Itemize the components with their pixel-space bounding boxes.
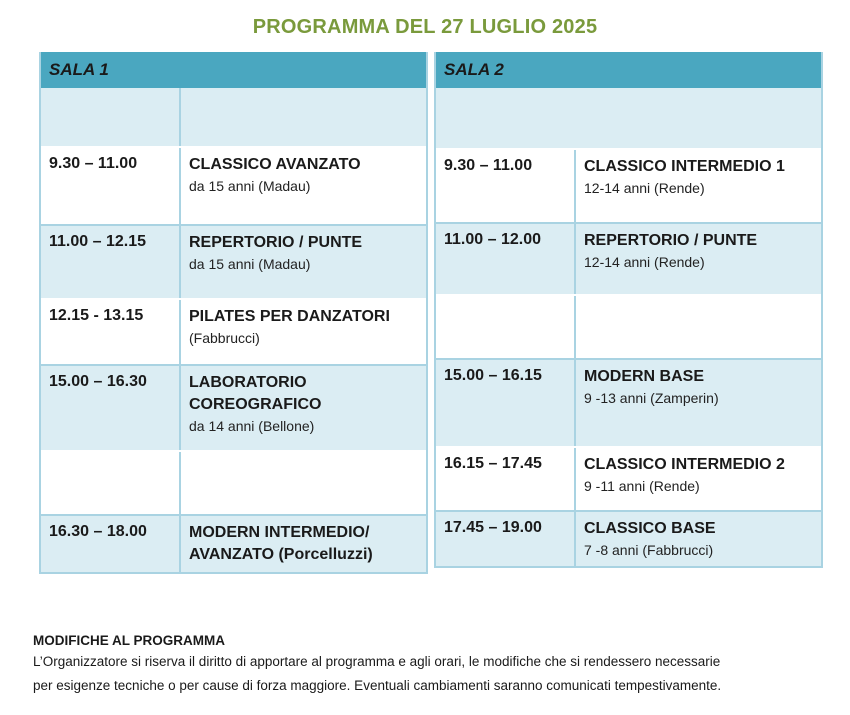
table-row — [436, 88, 821, 150]
activity-title: MODERN INTERMEDIO/ AVANZATO (Porcelluzzi) — [189, 524, 373, 563]
activity-cell — [181, 226, 426, 298]
table-row — [41, 516, 426, 572]
table-row — [436, 224, 821, 296]
time-cell: 11.00 – 12.15 — [41, 226, 181, 298]
table-row — [436, 360, 821, 448]
activity-title: CLASSICO INTERMEDIO 2 — [584, 456, 785, 473]
activity-subtitle: 12-14 anni (Rende) — [584, 180, 705, 196]
page-title: PROGRAMMA DEL 27 LUGLIO 2025 — [252, 16, 598, 38]
activity-cell — [181, 452, 426, 514]
time-cell — [41, 452, 181, 514]
activity-subtitle: da 15 anni (Madau) — [189, 256, 311, 272]
table-row — [436, 512, 821, 566]
time-cell: 11.00 – 12.00 — [436, 224, 576, 294]
activity-cell — [576, 296, 821, 358]
activity-title: CLASSICO AVANZATO — [189, 156, 361, 173]
activity-title: CLASSICO INTERMEDIO 1 — [584, 158, 785, 175]
activity-title: MODERN BASE — [584, 368, 705, 385]
activity-title: REPERTORIO / PUNTE — [189, 234, 363, 251]
time-cell: 9.30 – 11.00 — [436, 150, 576, 222]
activity-subtitle: (Fabbrucci) — [189, 330, 260, 346]
activity-cell — [576, 150, 821, 222]
time-cell: 15.00 – 16.15 — [436, 360, 576, 446]
time-cell — [41, 88, 181, 146]
table-row — [436, 296, 821, 360]
table-row — [436, 150, 821, 224]
table-row — [41, 148, 426, 226]
table-row — [436, 448, 821, 512]
table-row — [41, 452, 426, 516]
notes-line-1: L’Organizzatore si riserva il diritto di apportare al programma e agli orari, le modifiche che si rendessero necessarie — [33, 654, 721, 669]
sala1-header: SALA 1 — [41, 52, 426, 88]
activity-cell — [181, 300, 426, 364]
empty-cell — [436, 88, 821, 148]
sala2-header: SALA 2 — [436, 52, 821, 88]
table-row — [41, 226, 426, 300]
time-cell: 12.15 - 13.15 — [41, 300, 181, 364]
activity-cell — [181, 88, 426, 146]
table-row — [41, 366, 426, 452]
time-cell: 15.00 – 16.30 — [41, 366, 181, 450]
activity-cell — [576, 224, 821, 294]
sala1-table — [39, 52, 428, 574]
notes-title: MODIFICHE AL PROGRAMMA — [33, 633, 225, 648]
table-row — [41, 88, 426, 148]
activity-subtitle: 9 -11 anni (Rende) — [584, 478, 700, 494]
time-cell — [436, 296, 576, 358]
sala2-table — [434, 52, 823, 568]
activity-cell — [576, 448, 821, 510]
notes-section — [33, 632, 823, 698]
activity-subtitle: da 14 anni (Bellone) — [189, 418, 315, 434]
activity-cell — [181, 516, 426, 572]
activity-cell — [576, 512, 821, 566]
activity-cell — [181, 148, 426, 224]
table-row — [41, 300, 426, 366]
activity-subtitle: da 15 anni (Madau) — [189, 178, 311, 194]
activity-cell — [576, 360, 821, 446]
time-cell: 16.15 – 17.45 — [436, 448, 576, 510]
time-cell: 9.30 – 11.00 — [41, 148, 181, 224]
activity-title: PILATES PER DANZATORI — [189, 308, 390, 325]
activity-subtitle: 9 -13 anni (Zamperin) — [584, 390, 719, 406]
time-cell: 16.30 – 18.00 — [41, 516, 181, 572]
activity-subtitle: 7 -8 anni (Fabbrucci) — [584, 542, 714, 558]
activity-subtitle: 12-14 anni (Rende) — [584, 254, 705, 270]
activity-title: CLASSICO BASE — [584, 520, 716, 537]
activity-title: REPERTORIO / PUNTE — [584, 232, 758, 249]
notes-line-2: per esigenze tecniche o per cause di forza maggiore. Eventuali cambiamenti saranno comunicati tempestivamente. — [33, 678, 722, 693]
activity-cell — [181, 366, 426, 450]
time-cell: 17.45 – 19.00 — [436, 512, 576, 566]
activity-title: LABORATORIO COREOGRAFICO — [189, 374, 322, 413]
